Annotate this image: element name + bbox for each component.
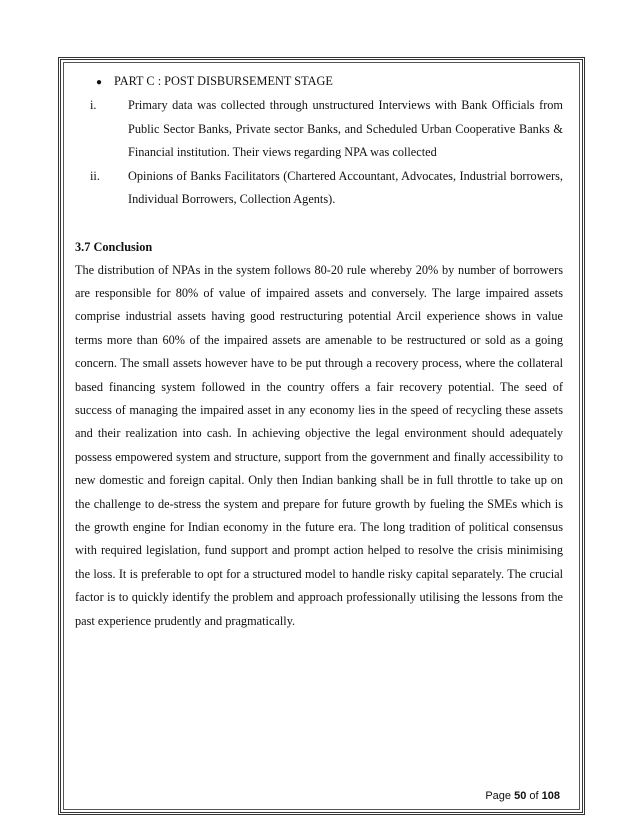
bullet-icon: ● [96, 77, 103, 88]
document-body [75, 68, 563, 633]
conclusion-paragraph: The distribution of NPAs in the system follows 80-20 rule whereby 20% by number of borrowers are responsible for 80% of value of impaired assets and conversely. The large impaired assets comprise industrial assets having good restructuring potential Arcil experience shows in value terms more than 60% of the impaired assets are amenable to be restructured or sold as a going concern. The small assets however have to be put through a recovery process, where the collateral based financing system followed in the country offers a fair recovery potential. The seed of success of managing the impaired asset in any economy lies in the speed of recycling these assets and their realization into cash. In achieving objective the legal environment should adequately possess empowered system and structure, support from the government and finally accessibility to new domestic and foreign capital. Only then Indian banking shall be in full throttle to take up on the challenge to de-stress the system and prepare for future growth by fueling the SMEs which is the growth engine for Indian economy in the future era. The long tradition of political consensus with required legislation, fund support and prompt action helped to resolve the crisis minimising the loss. It is preferable to opt for a structured model to handle risky capital separately. The crucial factor is to quickly identify the problem and approach professionally utilising the lessons from the past experience prudently and pragmatically. [75, 262, 563, 628]
part-heading: PART C : POST DISBURSEMENT STAGE [114, 74, 333, 88]
list-item-number: i. [90, 98, 97, 112]
total-pages: 108 [541, 790, 560, 802]
of-label: of [529, 790, 539, 802]
list-item-text: Opinions of Banks Facilitators (Chartered Accountant, Advocates, Industrial borrowers, Individual Borrowers, Collection Agents). [128, 168, 563, 206]
page-number: 50 [514, 790, 527, 802]
part-heading-row [96, 68, 563, 94]
list-item-text: Primary data was collected through unstructured Interviews with Bank Officials from Public Sector Banks, Private sector Banks, and Scheduled Urban Cooperative Banks & Financial institution. Their views regarding NPA was collected [128, 98, 563, 159]
list-item [75, 165, 563, 212]
list-item-number: ii. [90, 168, 100, 183]
list-item [75, 94, 563, 165]
page-footer [485, 790, 560, 802]
section-heading: 3.7 Conclusion [75, 239, 153, 254]
page-label: Page [485, 790, 512, 802]
